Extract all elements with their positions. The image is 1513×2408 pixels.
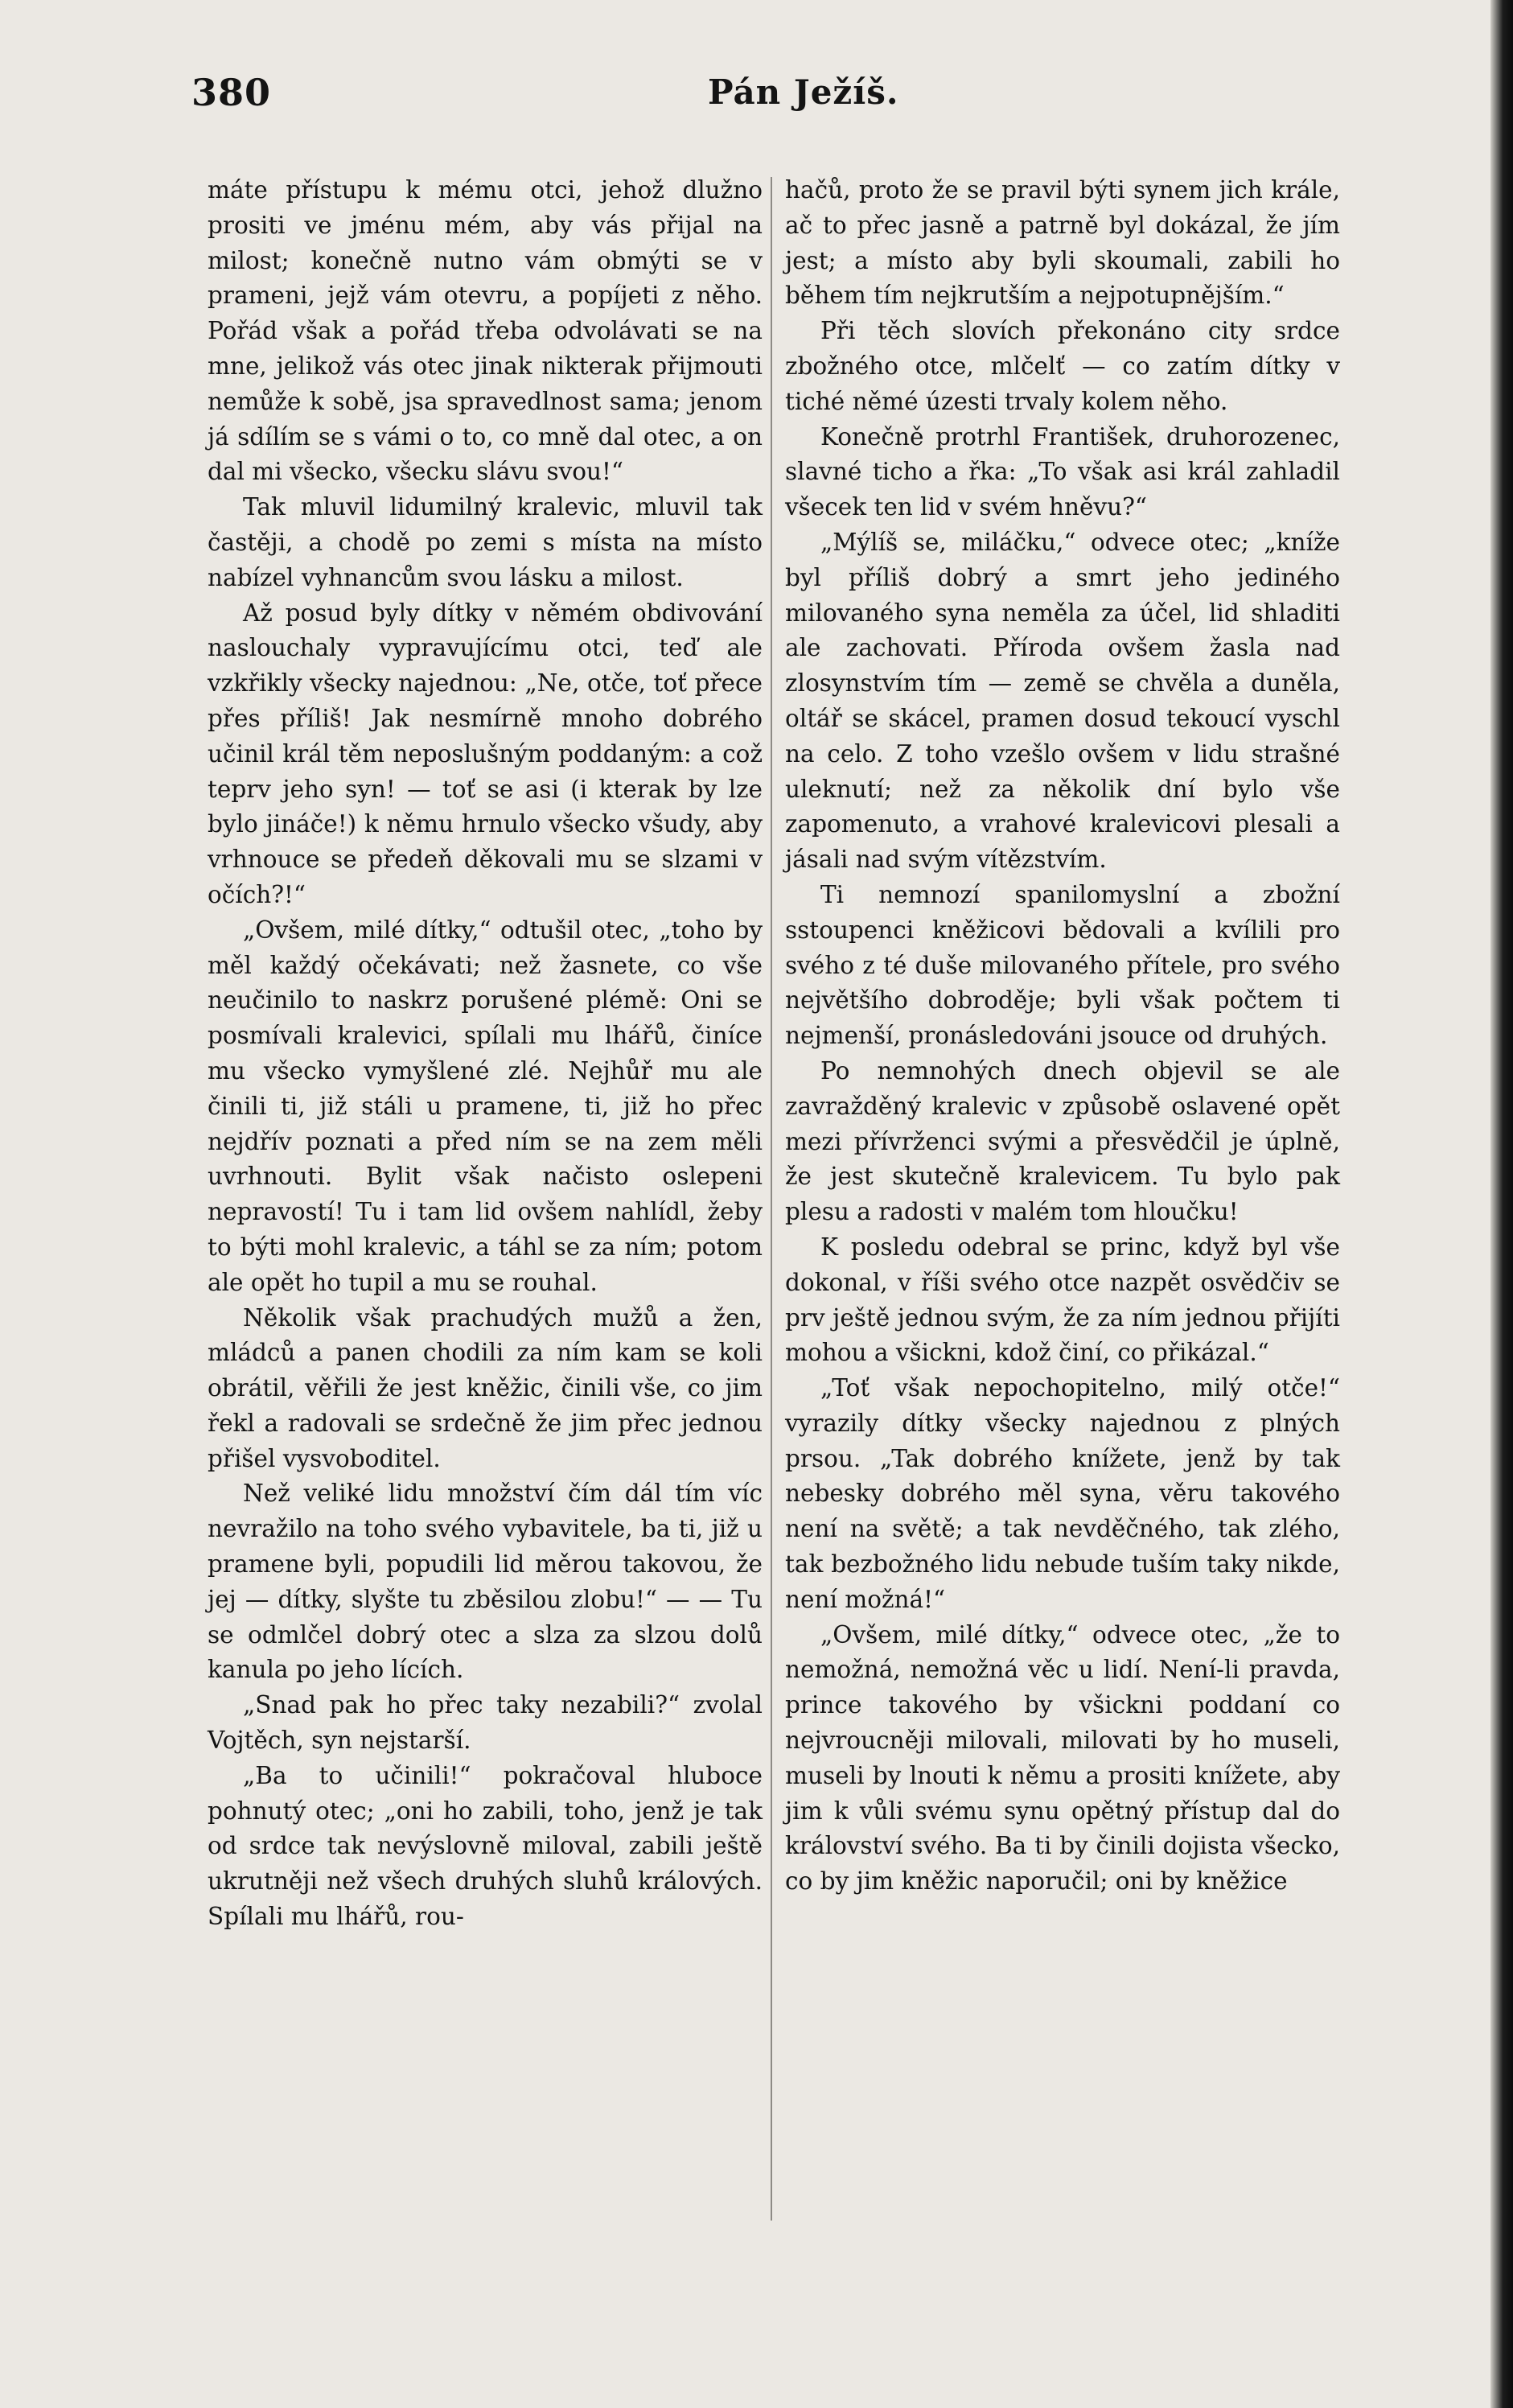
paragraph: „Snad pak ho přec taky nezabili?“ zvolal Vojtěch, syn nejstarší.: [208, 1691, 763, 1755]
paragraph: K posledu odebral se princ, když byl vše dokonal, v říši svého otce nazpět osvědčiv se prv ještě jednou svým, že za ním jednou přijíti mohou a všickni, kdož činí, co přikázal.“: [785, 1233, 1340, 1367]
paragraph: Několik však prachudých mužů a žen, mládců a panen chodili za ním kam se koli obrátil, věřili že jest kněžic, činili vše, co jim řekl a radovali se srdečně že jim přec jednou přišel vysvoboditel.: [208, 1303, 763, 1472]
right-column: [785, 173, 1340, 1900]
column-divider: [771, 177, 772, 2221]
paragraph: Po nemnohých dnech objevil se ale zavražděný kralevic v způsobě oslavené opět mezi přívrženci svými a přesvědčil je úplně, že jest skutečně kralevicem. Tu bylo pak plesu a radosti v malém tom hloučku!: [785, 1056, 1340, 1226]
paragraph: Ti nemnozí spanilomyslní a zbožní sstoupenci kněžicovi bědovali a kvílili pro svého z té duše milovaného přítele, pro svého největšího dobroděje; byli však počtem ti nejmenší, pronásledováni jsouce od druhých.: [785, 880, 1340, 1050]
left-column: [208, 173, 763, 1935]
paragraph: Při těch slovích překonáno city srdce zbožného otce, mlčelť — co zatím dítky v tiché němé úzesti trvaly kolem něho.: [785, 317, 1340, 415]
running-head: Pán Ježíš.: [708, 72, 899, 112]
paragraph: Tak mluvil lidumilný kralevic, mluvil tak častěji, a chodě po zemi s místa na místo nabízel vyhnancům svou lásku a milost.: [208, 493, 763, 591]
paragraph: Až posud byly dítky v němém obdivování naslouchaly vypravujícímu otci, teď ale vzkřikly všecky najednou: „Ne, otče, toť přece přes příliš! Jak nesmírně mnoho dobrého učinil král těm neposlušným poddaným: a což teprv jeho syn! — toť se asi (i kterak by lze bylo jináče!) k němu hrnulo všecko všudy, aby vrhnouce se předeň děkovali mu se slzami v očích?!“: [208, 599, 763, 908]
paragraph: Konečně protrhl František, druhorozenec, slavné ticho a řka: „To však asi král zahladil všecek ten lid v svém hněvu?“: [785, 422, 1340, 521]
paragraph: hačů, proto že se pravil býti synem jich krále, ač to přec jasně a patrně byl dokázal, že jím jest; a místo aby byli skoumali, zabili ho během tím nejkrutším a nejpotupnějším.“: [785, 176, 1340, 310]
paragraph: Než veliké lidu množství čím dál tím víc nevražilo na toho svého vybavitele, ba ti, již u pramene byli, popudili lid měrou takovou, že jej — dítky, slyšte tu zběsilou zlobu!“ — — Tu se odmlčel dobrý otec a slza za slzou dolů kanula po jeho lících.: [208, 1480, 763, 1684]
paragraph: „Ovšem, milé dítky,“ odvece otec, „že to nemožná, nemožná věc u lidí. Není-li pravda, prince takového by všickni poddaní co nejvroucněji milovali, milovati by ho museli, museli by lnouti k němu a prositi knížete, aby jim k vůli svému synu opětný přístup dal do království svého. Ba ti by činili dojista všecko, co by jim kněžic naporučil; oni by kněžice: [785, 1620, 1340, 1896]
paragraph: „Mýlíš se, miláčku,“ odvece otec; „kníže byl příliš dobrý a smrt jeho jediného milovaného syna neměla za účel, lid shladiti ale zachovati. Příroda ovšem žasla nad zlosynstvím tím — země se chvěla a duněla, oltář se skácel, pramen dosud tekoucí vyschl na celo. Z toho vzešlo ovšem v lidu strašné uleknutí; než za několik dní bylo vše zapomenuto, a vrahové kralevicovi plesali a jásali nad svým vítězstvím.: [785, 528, 1340, 874]
page-edge-shadow: [1490, 0, 1513, 2408]
page-number: 380: [191, 71, 272, 114]
paragraph: „Ba to učinili!“ pokračoval hluboce pohnutý otec; „oni ho zabili, toho, jenž je tak od srdce tak nevýslovně miloval, zabili ještě ukrutněji než všech druhých sluhů králových. Spílali mu lhářů, rou-: [208, 1761, 763, 1931]
paragraph: „Ovšem, milé dítky,“ odtušil otec, „toho by měl každý očekávati; než žasnete, co vše neučinilo to naskrz porušené plémě: Oni se posmívali kralevici, spílali mu lhářů, činíce mu všecko vymyšlené zlé. Nejhůř mu ale činili ti, již stáli u pramene, ti, již ho přec nejdřív poznati a před ním se na zem měli uvrhnouti. Bylit však načisto oslepeni nepravostí! Tu i tam lid ovšem nahlídl, žeby to býti mohl kralevic, a táhl se za ním; potom ale opět ho tupil a mu se rouhal.: [208, 916, 763, 1296]
paragraph: „Toť však nepochopitelno, milý otče!“ vyrazily dítky všecky najednou z plných prsou. „Tak dobrého knížete, jenž by tak nebesky dobrého měl syna, věru takového není na světě; a tak nevděčného, tak zlého, tak bezbožného lidu nebude tuším taky nikde, není možná!“: [785, 1374, 1340, 1613]
paragraph: máte přístupu k mému otci, jehož dlužno prositi ve jménu mém, aby vás přijal na milost; konečně nutno vám obmýti se v prameni, jejž vám otevru, a popíjeti z něho. Pořád však a pořád třeba odvolávati se na mne, jelikož vás otec jinak nikterak přijmouti nemůže k sobě, jsa spravedlnost sama; jenom já sdílím se s vámi o to, co mně dal otec, a on dal mi všecko, všecku slávu svou!“: [208, 176, 763, 486]
